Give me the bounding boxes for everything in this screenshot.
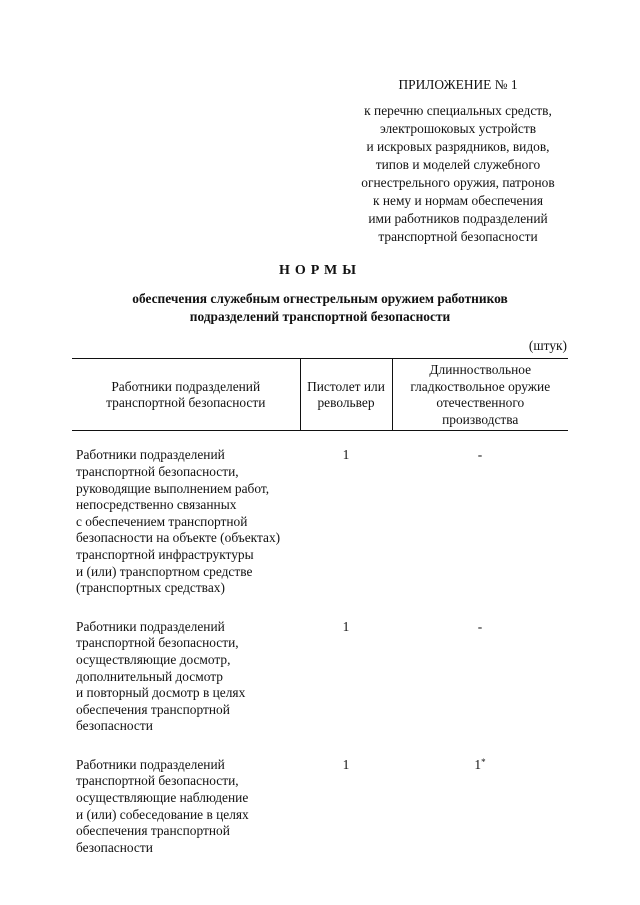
appendix-line: ими работников подразделений bbox=[368, 211, 548, 226]
norms-table bbox=[72, 358, 568, 878]
pistol-count: 1 bbox=[342, 447, 350, 463]
header-line: транспортной безопасности bbox=[106, 395, 266, 411]
appendix-line: транспортной безопасности bbox=[378, 229, 538, 244]
longgun-value: 1 bbox=[474, 756, 482, 772]
desc-line: (транспортных средствах) bbox=[76, 580, 225, 596]
desc-line: Работники подразделений bbox=[76, 618, 225, 634]
appendix-block bbox=[340, 76, 576, 246]
pistol-count: 1 bbox=[342, 756, 350, 772]
desc-line: и (или) транспортном средстве bbox=[76, 563, 253, 579]
subtitle-line: обеспечения служебным огнестрельным оружием работников bbox=[132, 291, 508, 306]
appendix-title: ПРИЛОЖЕНИЕ № 1 bbox=[398, 77, 518, 92]
document-subtitle bbox=[60, 290, 580, 326]
appendix-line: типов и моделей служебного bbox=[375, 157, 541, 172]
desc-line: руководящие выполнением работ, bbox=[76, 480, 270, 496]
header-line: производства bbox=[442, 411, 519, 427]
longgun-count bbox=[392, 757, 568, 879]
header-pistol bbox=[300, 359, 392, 431]
desc-line: и (или) собеседование в целях bbox=[76, 806, 249, 822]
header-line: гладкоствольное оружие bbox=[410, 378, 551, 394]
desc-line: транспортной инфраструктуры bbox=[76, 546, 254, 562]
row-description bbox=[72, 757, 300, 879]
table-row bbox=[72, 619, 568, 757]
desc-line: непосредственно связанных bbox=[76, 497, 237, 513]
desc-line: транспортной безопасности, bbox=[76, 773, 239, 789]
subtitle-line: подразделений транспортной безопасности bbox=[189, 309, 451, 324]
header-line: Длинноствольное bbox=[429, 362, 532, 377]
row-description bbox=[72, 431, 300, 619]
desc-line: транспортной безопасности, bbox=[76, 635, 239, 651]
desc-line: Работники подразделений bbox=[76, 447, 225, 463]
desc-line: с обеспечением транспортной bbox=[76, 513, 248, 529]
longgun-value: - bbox=[477, 447, 483, 463]
desc-line: Работники подразделений bbox=[76, 756, 225, 772]
table-row bbox=[72, 431, 568, 619]
document-title: НОРМЫ bbox=[278, 263, 362, 278]
desc-line: и повторный досмотр в целях bbox=[76, 685, 246, 701]
header-longgun bbox=[392, 359, 568, 431]
appendix-line: и искровых разрядников, видов, bbox=[366, 139, 550, 154]
table-row bbox=[72, 757, 568, 879]
desc-line: обеспечения транспортной bbox=[76, 823, 230, 839]
longgun-value: - bbox=[477, 618, 483, 634]
appendix-reference bbox=[340, 102, 576, 246]
desc-line: транспортной безопасности, bbox=[76, 463, 239, 479]
desc-line: осуществляющие досмотр, bbox=[76, 651, 231, 667]
appendix-line: к нему и нормам обеспечения bbox=[373, 193, 543, 208]
header-line: револьвер bbox=[317, 395, 375, 411]
longgun-count bbox=[392, 619, 568, 757]
desc-line: безопасности на объекте (объектах) bbox=[76, 530, 281, 546]
desc-line: безопасности bbox=[76, 718, 153, 734]
appendix-line: к перечню специальных средств, bbox=[364, 103, 552, 118]
desc-line: безопасности bbox=[76, 839, 153, 855]
header-workers bbox=[72, 359, 300, 431]
pistol-count: 1 bbox=[342, 618, 350, 634]
units-label: (штук) bbox=[528, 338, 567, 353]
header-line: Пистолет или bbox=[307, 378, 385, 394]
table-header-row bbox=[72, 359, 568, 431]
desc-line: обеспечения транспортной bbox=[76, 701, 230, 717]
footnote-mark: * bbox=[481, 756, 486, 767]
longgun-count bbox=[392, 431, 568, 619]
header-line: отечественного bbox=[436, 395, 525, 411]
header-line: Работники подразделений bbox=[111, 378, 261, 394]
appendix-line: электрошоковых устройств bbox=[379, 121, 537, 136]
desc-line: осуществляющие наблюдение bbox=[76, 790, 249, 806]
appendix-line: огнестрельного оружия, патронов bbox=[361, 175, 555, 190]
row-description bbox=[72, 619, 300, 757]
desc-line: дополнительный досмотр bbox=[76, 668, 223, 684]
